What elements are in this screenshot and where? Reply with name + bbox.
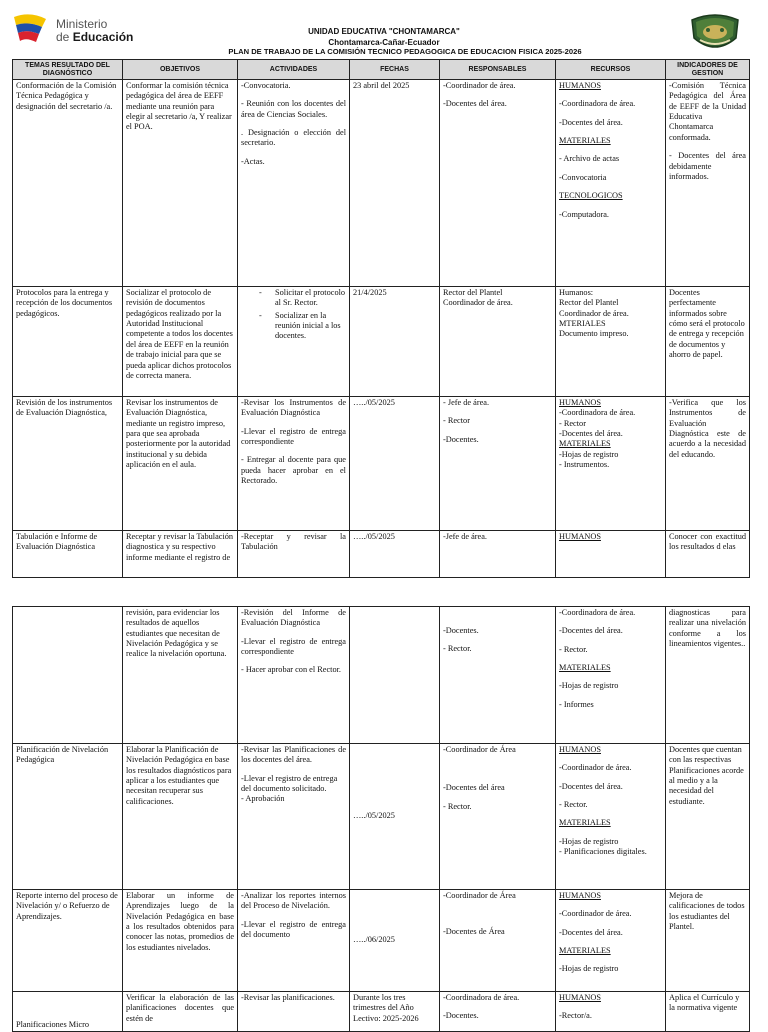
fecha-cell: [350, 607, 440, 744]
table-row: [13, 992, 750, 1032]
fecha-cell: 23 abril del 2025: [350, 80, 440, 287]
fecha-cell: …../05/2025: [350, 744, 440, 890]
responsables-cell: Rector del Plantel Coordinador de área.: [440, 287, 556, 397]
indicador-cell: Docentes perfectamente informados sobre cómo será el protocolo de entrega y recepción de documentos y ahorro de papel.: [666, 287, 750, 397]
responsables-cell: -Coordinador de área. -Docentes del área.: [440, 80, 556, 287]
table-row: [13, 744, 750, 890]
recursos-cell: HUMANOS -Coordinador de área. -Docentes del área. MATERIALES -Hojas de registro: [556, 890, 666, 992]
responsables-cell: -Coordinador de Área -Docentes de Área: [440, 890, 556, 992]
table-row: [13, 80, 750, 287]
actividades-cell: -Revisar las Planificaciones de los docentes del área. -Llevar el registro de entrega del documento solicitado. - Aprobación: [238, 744, 350, 890]
column-header: RECURSOS: [556, 60, 666, 80]
fecha-cell: …../05/2025: [350, 397, 440, 531]
actividades-cell: -Analizar los reportes internos del Proceso de Nivelación. -Llevar el registro de entrega del documento: [238, 890, 350, 992]
column-header: FECHAS: [350, 60, 440, 80]
tema-cell: Planificaciones Micro: [13, 992, 123, 1032]
table-row: [13, 287, 750, 397]
responsables-cell: - Jefe de área. - Rector -Docentes.: [440, 397, 556, 531]
table-row: [13, 397, 750, 531]
column-header: OBJETIVOS: [123, 60, 238, 80]
actividades-cell: -Revisar los Instrumentos de Evaluación Diagnóstica -Llevar el registro de entrega correspondiente - Entregar al docente para que pueda hacer aprobar en el Rectorado.: [238, 397, 350, 531]
plan-table-page2: [12, 606, 750, 1032]
objetivo-cell: revisión, para evidenciar los resultados de aquellos estudiantes que necesitan de Nivelación Pedagógica y se realice la nivelación oportuna.: [123, 607, 238, 744]
indicador-cell: Aplica el Currículo y la normativa vigente: [666, 992, 750, 1032]
responsables-cell: -Jefe de área.: [440, 531, 556, 578]
tema-cell: [13, 607, 123, 744]
indicador-cell: diagnosticas para realizar una nivelación conforme a los lineamientos vigentes..: [666, 607, 750, 744]
responsables-cell: -Docentes. - Rector.: [440, 607, 556, 744]
page-break: [0, 581, 768, 605]
indicador-cell: Docentes que cuentan con las respectivas Planificaciones acorde al medio y a la necesidad del estudiante.: [666, 744, 750, 890]
objetivo-cell: Verificar la elaboración de las planificaciones docentes que estén de: [123, 992, 238, 1032]
ministry-name-line1: Ministerio: [56, 17, 108, 31]
tema-cell: Revisión de los instrumentos de Evaluación Diagnóstica,: [13, 397, 123, 531]
fecha-cell: …../05/2025: [350, 531, 440, 578]
plan-table-page1: [12, 59, 750, 578]
actividades-cell: -Revisión del Informe de Evaluación Diagnóstica -Llevar el registro de entrega correspondiente - Hacer aprobar con el Rector.: [238, 607, 350, 744]
tema-cell: Reporte interno del proceso de Nivelación y/ o Refuerzo de Aprendizajes.: [13, 890, 123, 992]
actividades-cell: -Revisar las planificaciones.: [238, 992, 350, 1032]
objetivo-cell: Elaborar un informe de Aprendizajes luego de la Nivelación Pedagógica en base a los resultados obtenidos para conocer las notas, promedios de los estudiantes nivelados.: [123, 890, 238, 992]
column-header: TEMAS RESULTADO DEL DIAGNÓSTICO: [13, 60, 123, 80]
recursos-cell: HUMANOS -Coordinador de área. -Docentes del área. - Rector. MATERIALES -Hojas de registro - Planificaciones digitales.: [556, 744, 666, 890]
recursos-cell: HUMANOS -Coordinadora de área. -Docentes del área. MATERIALES - Archivo de actas -Convocatoria TECNOLOGICOS -Computadora.: [556, 80, 666, 287]
objetivo-cell: Revisar los instrumentos de Evaluación Diagnóstica, mediante un registro impreso, para que sea aprobada posteriormente por la autoridad institucional y su debida aplicación en el aula.: [123, 397, 238, 531]
column-header: ACTIVIDADES: [238, 60, 350, 80]
actividades-cell: -Receptar y revisar la Tabulación: [238, 531, 350, 578]
indicador-cell: -Verifica que los Instrumentos de Evaluación Diagnóstica este de acuerdo a la necesidad del educando.: [666, 397, 750, 531]
school-location: Chontamarca-Cañar-Ecuador: [328, 38, 440, 47]
plan-title: PLAN DE TRABAJO DE LA COMISIÓN TECNICO PEDAGOGICA DE EDUCACION FISICA 2025-2026: [228, 47, 582, 56]
objetivo-cell: Socializar el protocolo de revisión de documentos pedagógicos realizado por la Autoridad Institucional competente a todos los docentes del área de EEFF en la reunión de trabajo inicial para que se pueda aplicar dichos protocolos de correcta manera.: [123, 287, 238, 397]
fecha-cell: 21/4/2025: [350, 287, 440, 397]
responsables-cell: -Coordinadora de área. -Docentes.: [440, 992, 556, 1032]
table-row: [13, 607, 750, 744]
objetivo-cell: Receptar y revisar la Tabulación diagnostica y su respectivo informe mediante el registro de: [123, 531, 238, 578]
ministry-name-line2: de Educación: [56, 30, 134, 44]
school-name: UNIDAD EDUCATIVA "CHONTAMARCA": [308, 27, 460, 36]
objetivo-cell: Conformar la comisión técnica pedagógica del área de EEFF mediante una reunión para elegir al secretario /a, Y realizar el POA.: [123, 80, 238, 287]
tema-cell: Conformación de la Comisión Técnica Pedagógica y designación del secretario /a.: [13, 80, 123, 287]
recursos-cell: HUMANOS: [556, 531, 666, 578]
recursos-cell: -Coordinadora de área. -Docentes del área. - Rector. MATERIALES -Hojas de registro - Informes: [556, 607, 666, 744]
actividades-cell: -Convocatoria. - Reunión con los docentes del área de Ciencias Sociales. . Designación o elección del secretario. -Actas.: [238, 80, 350, 287]
objetivo-cell: Elaborar la Planificación de Nivelación Pedagógica en base los resultados diagnósticos para aplicar a los estudiantes que necesitan recuperar sus calificaciones.: [123, 744, 238, 890]
table-header-row: [13, 60, 750, 80]
indicador-cell: Mejora de calificaciones de todos los estudiantes del Plantel.: [666, 890, 750, 992]
column-header: RESPONSABLES: [440, 60, 556, 80]
document-header: [0, 0, 768, 60]
tema-cell: Tabulación e Informe de Evaluación Diagnóstica: [13, 531, 123, 578]
tema-cell: Planificación de Nivelación Pedagógica: [13, 744, 123, 890]
actividades-cell: - Solicitar el protocolo al Sr. Rector. - Socializar en la reunión inicial a los docentes.: [238, 287, 350, 397]
column-header: INDICADORES DE GESTION: [666, 60, 750, 80]
fecha-cell: Durante los tres trimestres del Año Lectivo: 2025-2026: [350, 992, 440, 1032]
responsables-cell: -Coordinador de Área -Docentes del área - Rector.: [440, 744, 556, 890]
recursos-cell: HUMANOS -Rector/a.: [556, 992, 666, 1032]
table-row: [13, 531, 750, 578]
indicador-cell: -Comisión Técnica Pedagógica del Área de EEFF de la Unidad Educativa Chontamarca conformada. - Docentes del área debidamente informados.: [666, 80, 750, 287]
recursos-cell: Humanos: Rector del Plantel Coordinador de área. MTERIALES Documento impreso.: [556, 287, 666, 397]
recursos-cell: HUMANOS -Coordinadora de área. - Rector -Docentes del área. MATERIALES -Hojas de registro - Instrumentos.: [556, 397, 666, 531]
school-crest-icon: [688, 12, 742, 54]
fecha-cell: …../06/2025: [350, 890, 440, 992]
indicador-cell: Conocer con exactitud los resultados d elas: [666, 531, 750, 578]
tema-cell: Protocolos para la entrega y recepción de los documentos pedagógicos.: [13, 287, 123, 397]
table-row: [13, 890, 750, 992]
